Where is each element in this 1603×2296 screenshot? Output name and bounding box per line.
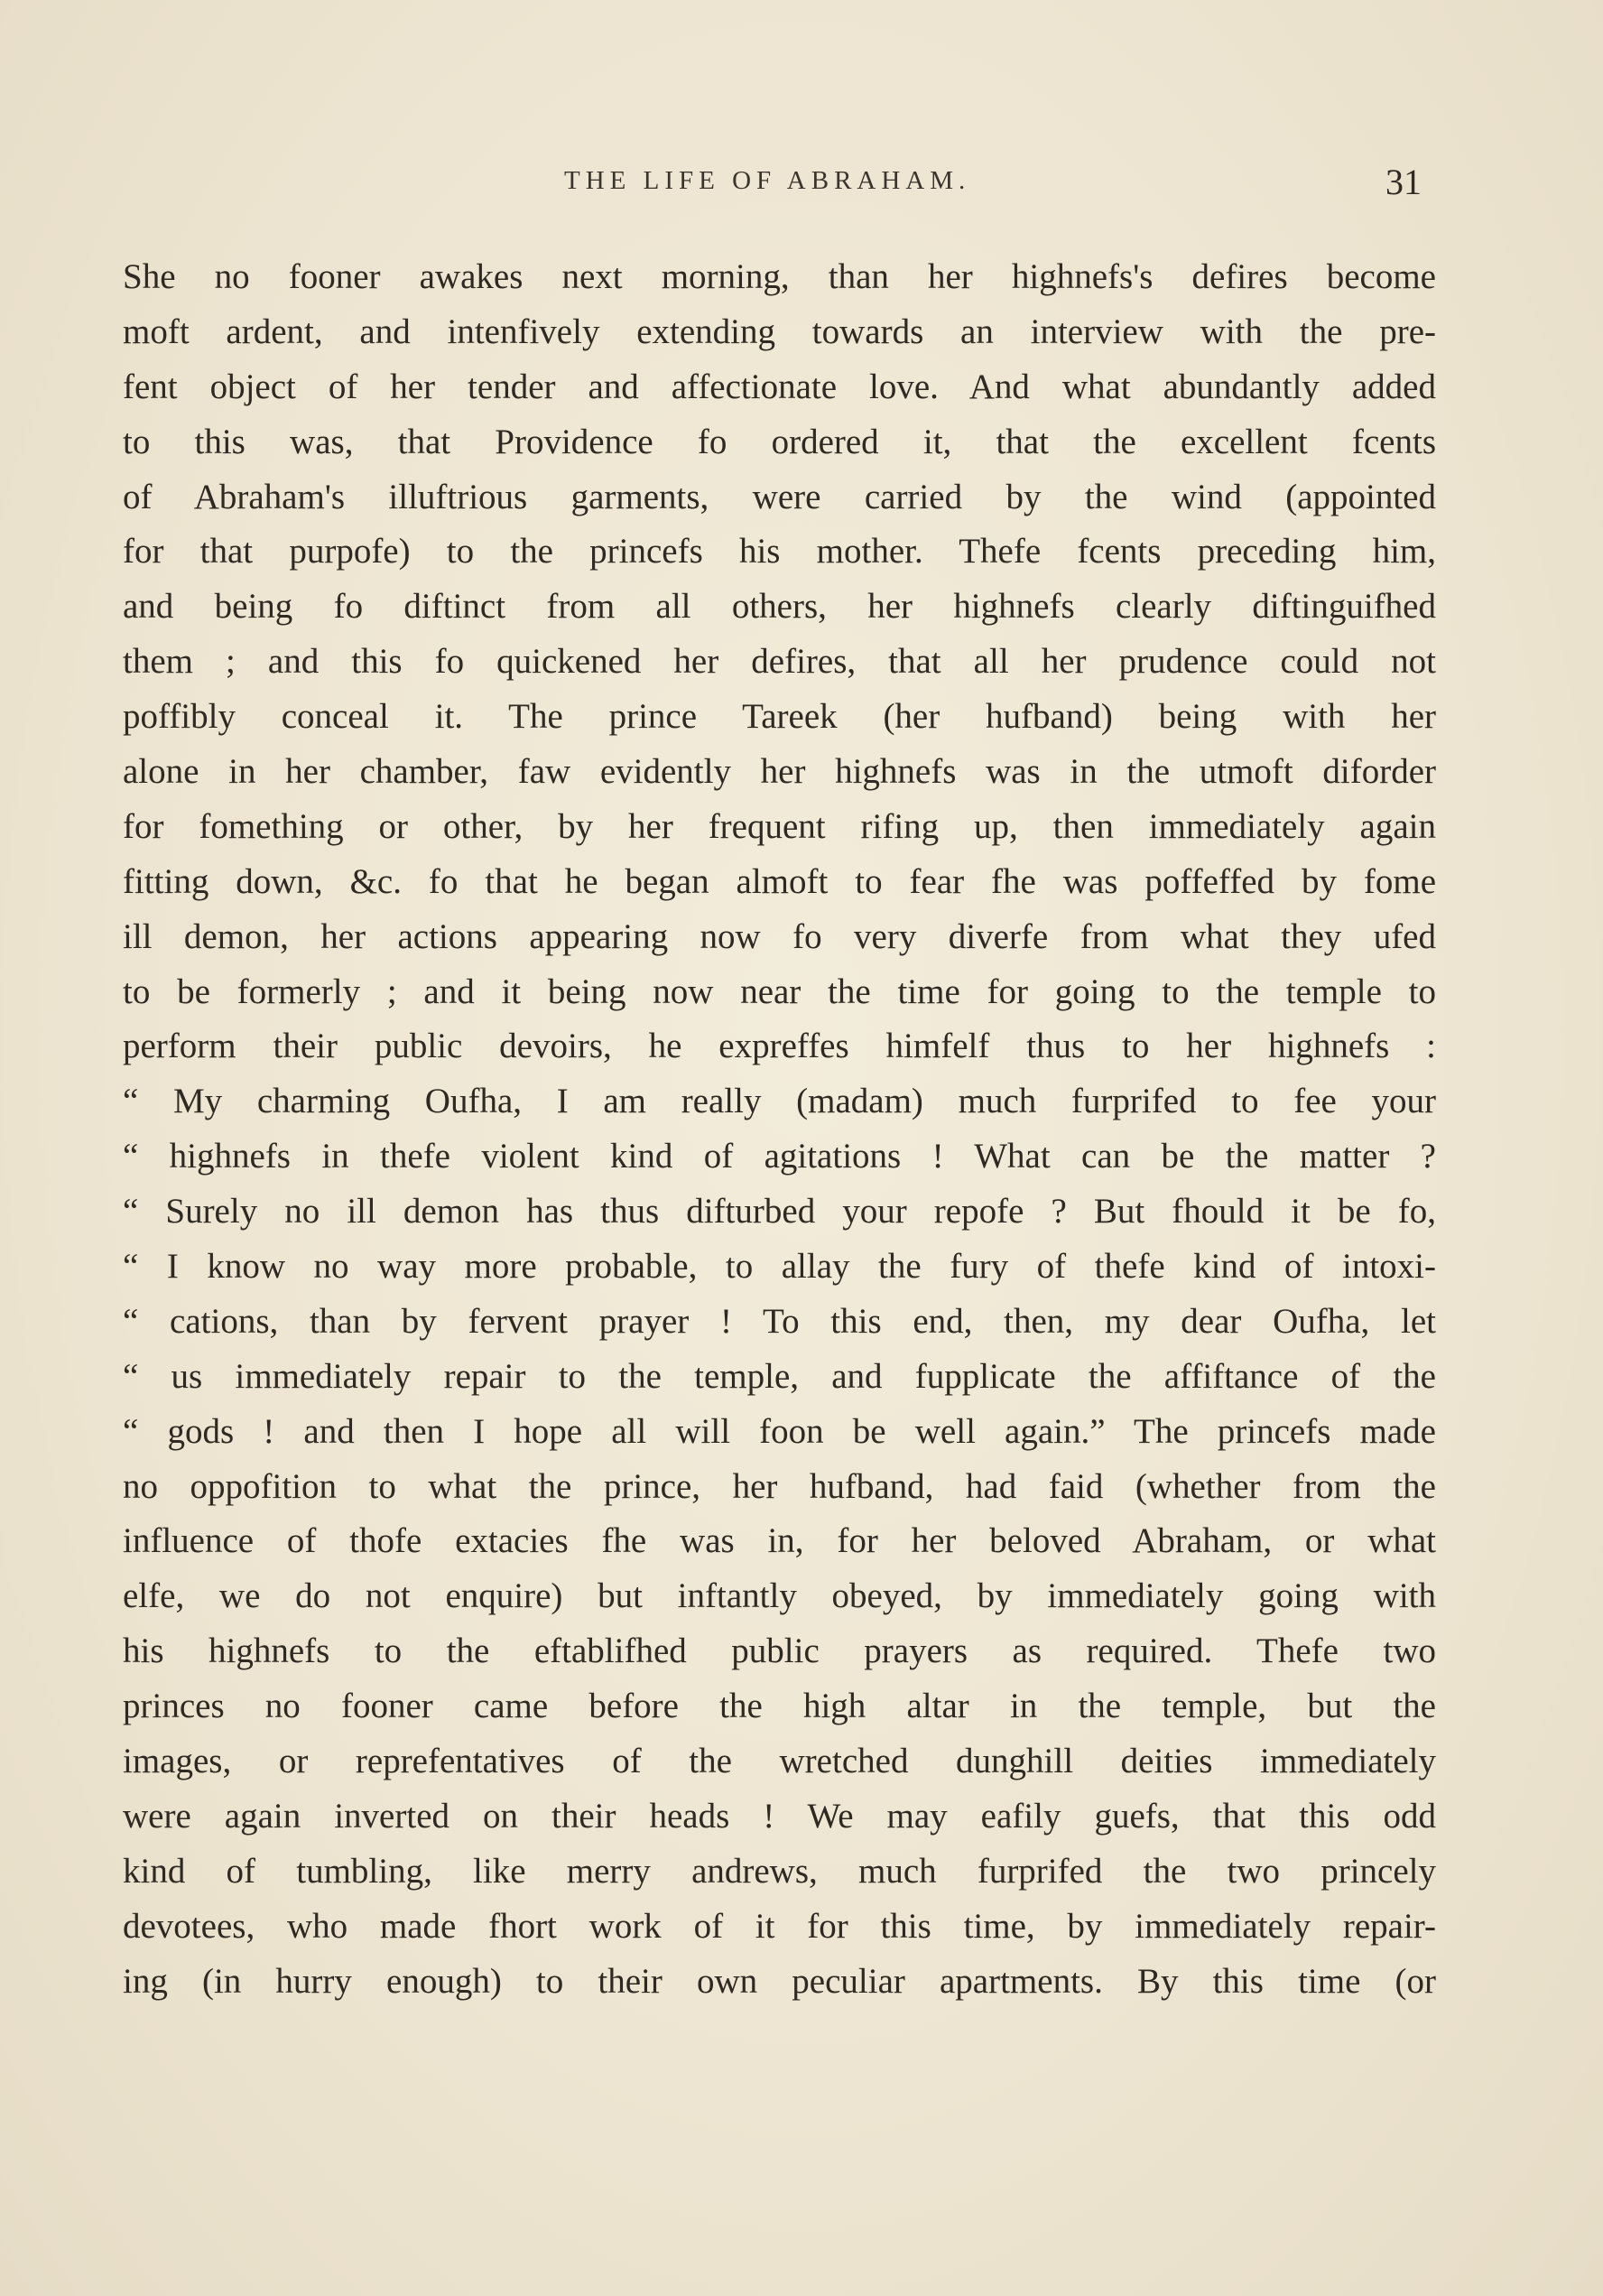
text-line: for fomething or other, by her frequent rifing up, then immediately again (123, 806, 1436, 846)
text-line: no oppofition to what the prince, her hufband, had faid (whether from the (123, 1466, 1436, 1506)
text-line: of Abraham's illuftrious garments, were carried by the wind (appointed (123, 477, 1436, 516)
text-line: “ I know no way more probable, to allay the fury of thefe kind of intoxi- (123, 1247, 1436, 1287)
text-line: fent object of her tender and affectionate love. And what abundantly added (123, 367, 1436, 406)
text-line: She no fooner awakes next morning, than her highnefs's defires become (123, 257, 1436, 296)
text-line: alone in her chamber, faw evidently her highnefs was in the utmoft diforder (123, 752, 1436, 792)
text-line: perform their public devoirs, he expreffes himfelf thus to her highnefs : (123, 1027, 1436, 1066)
text-line: ing (in hurry enough) to their own peculiar apartments. By this time (or (123, 1961, 1436, 2001)
text-line: “ My charming Oufha, I am really (madam) much furprifed to fee your (123, 1082, 1436, 1121)
text-line: were again inverted on their heads ! We may eafily guefs, that this odd (123, 1796, 1436, 1836)
text-line: influence of thofe extacies fhe was in, for her beloved Abraham, or what (123, 1521, 1436, 1561)
running-head (0, 161, 1603, 206)
text-line: “ us immediately repair to the temple, and fupplicate the affiftance of the (123, 1356, 1436, 1396)
text-line: poffibly conceal it. The prince Tareek (her hufband) being with her (123, 697, 1436, 737)
running-title: THE LIFE OF ABRAHAM. (564, 166, 971, 195)
text-line: kind of tumbling, like merry andrews, much furprifed the two princely (123, 1851, 1436, 1891)
text-line: to this was, that Providence fo ordered it, that the excellent fcents (123, 422, 1436, 461)
text-line: moft ardent, and intenfively extending towards an interview with the pre- (123, 311, 1436, 351)
text-line: elfe, we do not enquire) but inftantly obeyed, by immediately going with (123, 1576, 1436, 1616)
text-line: “ cations, than by fervent prayer ! To this end, then, my dear Oufha, let (123, 1301, 1436, 1341)
body-text (123, 250, 1436, 2010)
text-line: “ highnefs in thefe violent kind of agitations ! What can be the matter ? (123, 1137, 1436, 1176)
text-line: “ Surely no ill demon has thus difturbed your repofe ? But fhould it be fo, (123, 1192, 1436, 1232)
page-number: 31 (1385, 162, 1422, 202)
text-line: “ gods ! and then I hope all will foon be well again.” The princefs made (123, 1411, 1436, 1451)
text-line: for that purpofe) to the princefs his mother. Thefe fcents preceding him, (123, 532, 1436, 572)
text-line: princes no fooner came before the high altar in the temple, but the (123, 1687, 1436, 1726)
text-line: images, or reprefentatives of the wretched dunghill deities immediately (123, 1742, 1436, 1781)
text-line: ill demon, her actions appearing now fo very diverfe from what they ufed (123, 916, 1436, 956)
text-line: his highnefs to the eftablifhed public prayers as required. Thefe two (123, 1631, 1436, 1671)
text-line: them ; and this fo quickened her defires, that all her prudence could not (123, 642, 1436, 682)
text-line: and being fo diftinct from all others, her highnefs clearly diftinguifhed (123, 587, 1436, 627)
text-line: fitting down, &c. fo that he began almoft to fear fhe was poffeffed by fome (123, 861, 1436, 901)
text-line: devotees, who made fhort work of it for this time, by immediately repair- (123, 1906, 1436, 1946)
text-line: to be formerly ; and it being now near the time for going to the temple to (123, 971, 1436, 1011)
